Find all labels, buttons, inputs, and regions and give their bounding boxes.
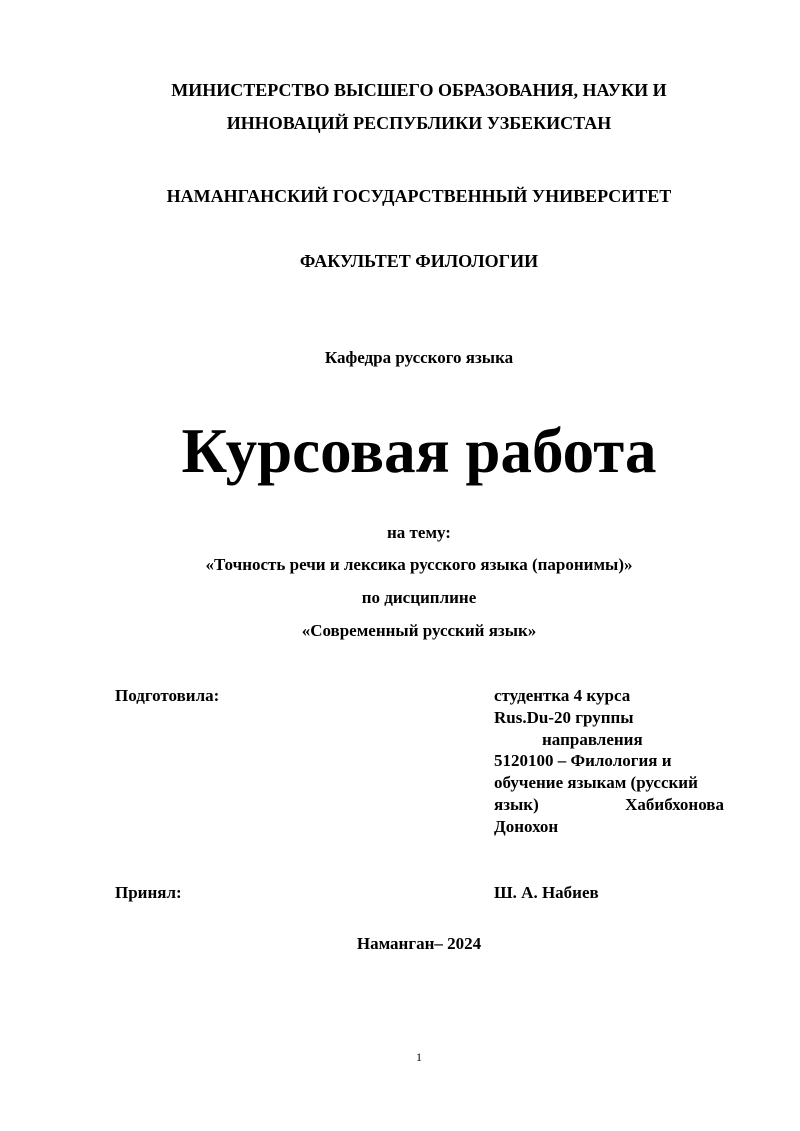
student-info-line: обучение языкам (русский	[494, 773, 698, 793]
discipline-text: «Современный русский язык»	[301, 621, 537, 640]
student-info-word: язык)	[494, 794, 539, 814]
prepared-by-label: Подготовила:	[115, 686, 220, 705]
student-info-line: 5120100 – Филология и	[494, 751, 672, 771]
accepted-by-label: Принял:	[115, 883, 182, 902]
ministry-header	[0, 74, 800, 140]
ministry-line-2: ИННОВАЦИЙ РЕСПУБЛИКИ УЗБЕКИСТАН	[226, 113, 612, 133]
student-info-line	[494, 794, 724, 816]
ministry-line-1: МИНИСТЕРСТВО ВЫСШЕГО ОБРАЗОВАНИЯ, НАУКИ И	[171, 80, 667, 100]
student-info-line: направления	[542, 729, 643, 749]
student-first-name: Донохон	[494, 816, 559, 836]
university-name: НАМАНГАНСКИЙ ГОСУДАРСТВЕННЫЙ УНИВЕРСИТЕТ	[166, 186, 672, 206]
student-info-line: студентка 4 курса	[494, 686, 631, 705]
document-title: Курсовая работа	[181, 416, 657, 486]
discipline-label: по дисциплине	[361, 588, 477, 607]
page-number: 1	[416, 1050, 422, 1064]
topic-label: на тему:	[387, 523, 451, 542]
faculty-name: ФАКУЛЬТЕТ ФИЛОЛОГИИ	[299, 251, 539, 271]
supervisor-name: Ш. А. Набиев	[494, 883, 599, 902]
topic-text: «Точность речи и лексика русского языка (паронимы)»	[205, 555, 633, 574]
student-info-line: Rus.Du-20 группы	[494, 707, 634, 727]
department-name: Кафедра русского языка	[324, 348, 514, 367]
city-year: Наманган– 2024	[356, 934, 482, 953]
student-surname: Хабибхонова	[625, 794, 724, 814]
student-info	[494, 685, 724, 838]
